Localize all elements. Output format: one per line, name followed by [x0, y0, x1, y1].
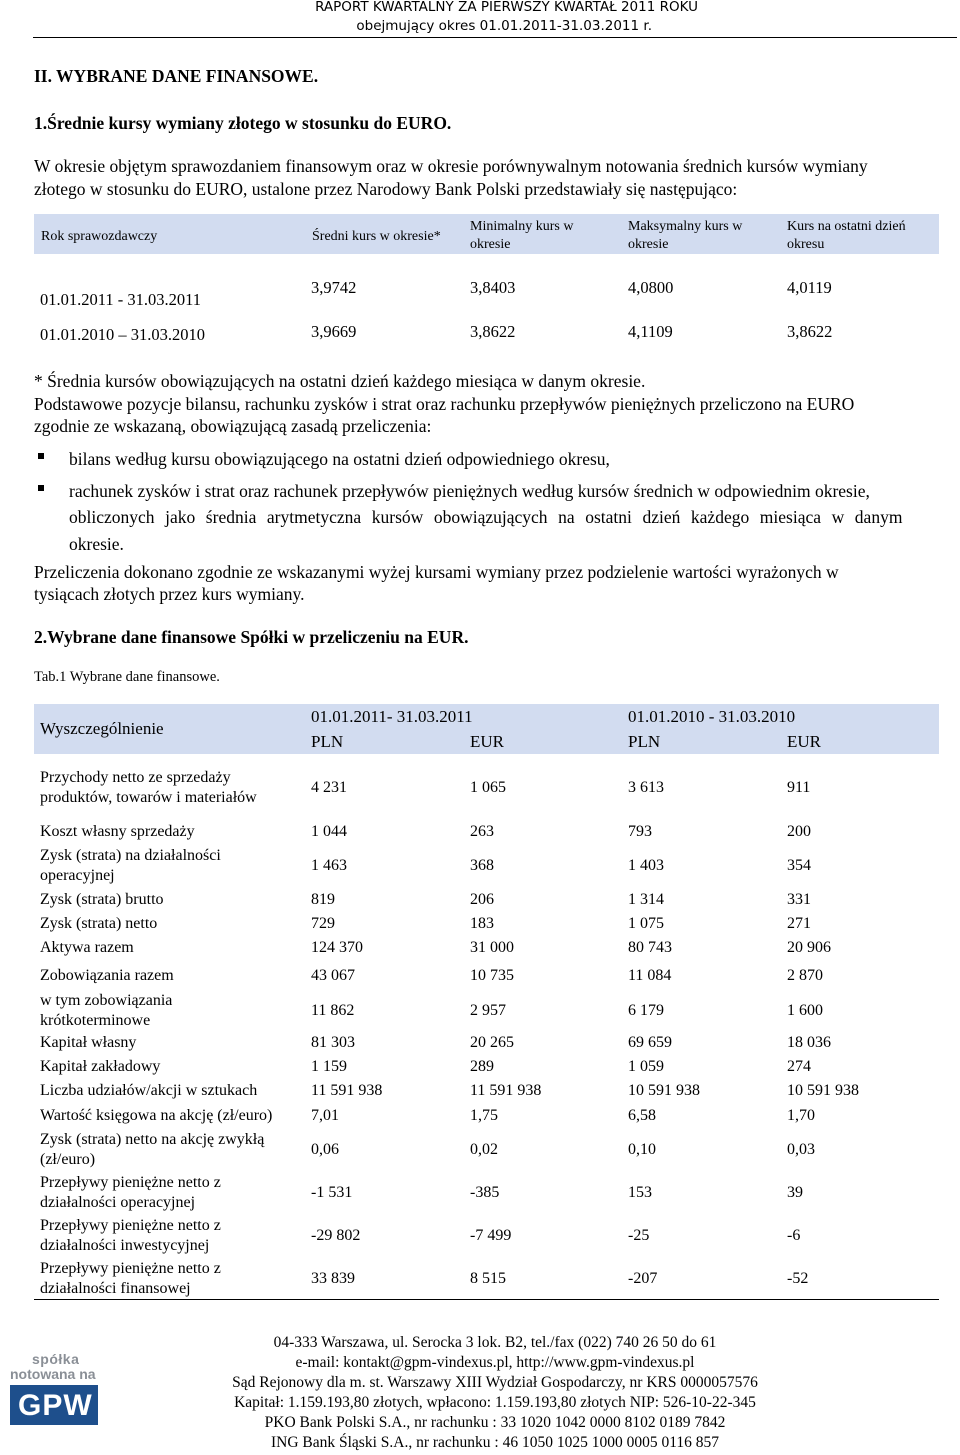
col-header-period-2011: 01.01.2011- 31.03.2011	[311, 707, 473, 726]
value-pln-2011: 1 159	[311, 1058, 347, 1075]
bullet-pnl-text-line1: rachunek zysków i strat oraz rachunek przepływów pieniężnych według kursów średnich w odpowiednim okresie,	[69, 481, 870, 501]
rates-col-min: Minimalny kurs w okresie	[470, 219, 574, 252]
rates-footnote: * Średnia kursów obowiązujących na ostatni dzień każdego miesiąca w danym okresie.	[34, 371, 646, 391]
value-eur-2011: 10 735	[470, 967, 514, 984]
rates-table-header	[34, 214, 939, 254]
value-eur-2011: 2 957	[470, 1002, 506, 1019]
subsection-title-rates: 1.Średnie kursy wymiany złotego w stosunku do EURO.	[34, 113, 452, 133]
value-pln-2010: 6,58	[628, 1107, 656, 1124]
row-label: Aktywa razem	[40, 939, 134, 956]
value-pln-2011: -1 531	[311, 1184, 353, 1201]
rates-max: 4,1109	[628, 322, 673, 341]
col-header-eur-2011: EUR	[470, 732, 504, 751]
col-header-period-2010: 01.01.2010 - 31.03.2010	[628, 707, 796, 726]
value-pln-2011: 11 862	[311, 1002, 355, 1019]
row-label: Liczba udziałów/akcji w sztukach	[40, 1082, 258, 1099]
value-pln-2010: 10 591 938	[628, 1082, 700, 1099]
rates-col-last: Kurs na ostatni dzień okresu	[787, 219, 906, 252]
row-label: Przepływy pieniężne netto z działalności finansowej	[40, 1260, 221, 1297]
value-pln-2011: 81 303	[311, 1034, 355, 1051]
intro-paragraph-line1: W okresie objętym sprawozdaniem finansowym oraz w okresie porównywalnym notowania średnich kursów wymiany	[34, 156, 868, 176]
row-label: Zysk (strata) netto na akcję zwykłą (zł/euro)	[40, 1131, 265, 1168]
value-pln-2011: 33 839	[311, 1270, 355, 1287]
rates-avg: 3,9669	[311, 322, 357, 341]
value-eur-2010: -6	[787, 1227, 801, 1244]
value-pln-2010: -207	[628, 1270, 658, 1287]
value-eur-2011: 206	[470, 891, 494, 908]
value-pln-2011: 1 044	[311, 823, 347, 840]
value-eur-2011: 0,02	[470, 1141, 498, 1158]
value-eur-2010: 18 036	[787, 1034, 831, 1051]
row-label: Zysk (strata) brutto	[40, 891, 164, 908]
row-label: Wartość księgowa na akcję (zł/euro)	[40, 1107, 273, 1124]
value-pln-2011: -29 802	[311, 1227, 361, 1244]
value-eur-2010: 911	[787, 779, 811, 796]
value-pln-2010: 1 059	[628, 1058, 664, 1075]
header-divider	[33, 37, 957, 38]
value-pln-2010: 793	[628, 823, 652, 840]
report-header-line2: obejmujący okres 01.01.2011-31.03.2011 r.	[356, 18, 652, 34]
value-eur-2011: -7 499	[470, 1227, 512, 1244]
logo-text-line1: spółka	[32, 1351, 80, 1367]
value-eur-2011: 289	[470, 1058, 494, 1075]
value-eur-2010: 1,70	[787, 1107, 815, 1124]
financial-table-bottom-rule	[34, 1299, 939, 1300]
intro-paragraph-line2: złotego w stosunku do EURO, ustalone przez Narodowy Bank Polski przedstawiały się następująco:	[34, 179, 738, 199]
value-eur-2010: 271	[787, 915, 811, 932]
bullet-balance-text: bilans według kursu obowiązującego na ostatni dzień odpowiedniego okresu,	[69, 449, 610, 469]
table-caption: Tab.1 Wybrane dane finansowe.	[34, 669, 220, 685]
value-eur-2011: 368	[470, 857, 494, 874]
value-pln-2011: 124 370	[311, 939, 363, 956]
footer-bank-ing: ING Bank Śląski S.A., nr rachunku : 46 1050 1025 1000 0005 0116 857	[270, 1434, 720, 1451]
row-label: Zysk (strata) netto	[40, 915, 158, 932]
value-eur-2011: 20 265	[470, 1034, 514, 1051]
rates-col-max: Maksymalny kurs w okresie	[628, 219, 743, 252]
bullet-square-icon	[38, 453, 44, 459]
row-label: Zobowiązania razem	[40, 967, 174, 984]
rates-last: 4,0119	[787, 278, 832, 297]
value-eur-2010: -52	[787, 1270, 809, 1287]
value-pln-2010: 6 179	[628, 1002, 664, 1019]
rates-min: 3,8622	[470, 322, 516, 341]
value-eur-2010: 0,03	[787, 1141, 815, 1158]
value-eur-2011: 183	[470, 915, 494, 932]
value-eur-2010: 274	[787, 1058, 811, 1075]
value-pln-2010: 1 075	[628, 915, 664, 932]
value-pln-2010: 11 084	[628, 967, 672, 984]
row-label: Kapitał własny	[40, 1034, 137, 1051]
logo-mark	[10, 1385, 98, 1425]
value-pln-2010: 0,10	[628, 1141, 656, 1158]
col-header-eur-2010: EUR	[787, 732, 821, 751]
row-label: Zysk (strata) na działalności operacyjnej	[40, 847, 221, 884]
row-label: Przychody netto ze sprzedaży produktów, towarów i materiałów	[40, 769, 257, 806]
rates-period: 01.01.2011 - 31.03.2011	[40, 290, 202, 309]
row-label: Kapitał zakładowy	[40, 1058, 161, 1075]
rates-period: 01.01.2010 – 31.03.2010	[40, 325, 205, 344]
value-eur-2010: 331	[787, 891, 811, 908]
col-header-pln-2010: PLN	[628, 732, 661, 751]
row-label: Koszt własny sprzedaży	[40, 823, 195, 840]
row-label: Przepływy pieniężne netto z działalności operacyjnej	[40, 1174, 221, 1211]
bullet-pnl-text-line2: obliczonych jako średnia arytmetyczna kursów obowiązujących na ostatni dzień każdego miesiąca w danym	[69, 507, 903, 527]
footer-contact: e-mail: kontakt@gpm-vindexus.pl, http://www.gpm-vindexus.pl	[295, 1354, 695, 1371]
bullet-pnl-text-line3: okresie.	[69, 534, 124, 554]
value-pln-2011: 7,01	[311, 1107, 339, 1124]
subsection-title-financials: 2.Wybrane dane finansowe Spółki w przeliczeniu na EUR.	[34, 627, 469, 647]
value-eur-2011: 263	[470, 823, 494, 840]
value-pln-2010: -25	[628, 1227, 650, 1244]
row-label: Przepływy pieniężne netto z działalności inwestycyjnej	[40, 1217, 221, 1254]
conversion-paragraph-line1: Podstawowe pozycje bilansu, rachunku zysków i strat oraz rachunku przepływów pieniężnych przeliczono na EURO	[34, 394, 855, 414]
value-eur-2011: 8 515	[470, 1270, 506, 1287]
value-eur-2010: 2 870	[787, 967, 823, 984]
footer-court: Sąd Rejonowy dla m. st. Warszawy XIII Wydział Gospodarczy, nr KRS 0000057576	[232, 1374, 758, 1391]
value-eur-2011: 31 000	[470, 939, 514, 956]
value-eur-2010: 200	[787, 823, 811, 840]
conversion-paragraph-line2: zgodnie ze wskazaną, obowiązującą zasadą przeliczenia:	[34, 416, 432, 436]
value-pln-2011: 1 463	[311, 857, 347, 874]
footer-bank-pko: PKO Bank Polski S.A., nr rachunku : 33 1020 1042 0000 8102 0189 7842	[264, 1414, 726, 1431]
value-pln-2010: 80 743	[628, 939, 672, 956]
recalc-paragraph-line2: tysiącach złotych przez kurs wymiany.	[34, 584, 305, 604]
value-eur-2011: 1,75	[470, 1107, 498, 1124]
value-pln-2011: 4 231	[311, 779, 347, 796]
value-eur-2011: 11 591 938	[470, 1082, 542, 1099]
value-pln-2010: 1 314	[628, 891, 664, 908]
rates-max: 4,0800	[628, 278, 674, 297]
col-header-item: Wyszczególnienie	[40, 719, 164, 738]
row-label: w tym zobowiązania krótkoterminowe	[40, 992, 173, 1029]
value-pln-2011: 43 067	[311, 967, 355, 984]
value-pln-2010: 153	[628, 1184, 652, 1201]
value-eur-2010: 20 906	[787, 939, 831, 956]
rates-avg: 3,9742	[311, 278, 357, 297]
footer-capital: Kapitał: 1.159.193,80 złotych, wpłacono: 1.159.193,80 złotych NIP: 526-10-22-345	[234, 1394, 756, 1411]
value-eur-2010: 1 600	[787, 1002, 823, 1019]
value-eur-2011: 1 065	[470, 779, 506, 796]
value-eur-2010: 10 591 938	[787, 1082, 859, 1099]
rates-min: 3,8403	[470, 278, 516, 297]
value-pln-2010: 69 659	[628, 1034, 672, 1051]
value-eur-2011: -385	[470, 1184, 500, 1201]
bullet-square-icon	[38, 485, 44, 491]
value-pln-2010: 1 403	[628, 857, 664, 874]
rates-col-year: Rok sprawozdawczy	[41, 229, 158, 244]
logo-text-line2: notowana na	[10, 1366, 96, 1382]
value-eur-2010: 39	[787, 1184, 803, 1201]
financial-table-header	[34, 704, 939, 754]
gpw-logo	[10, 1351, 98, 1425]
col-header-pln-2011: PLN	[311, 732, 344, 751]
footer-address: 04-333 Warszawa, ul. Serocka 3 lok. B2, tel./fax (022) 740 26 50 do 61	[273, 1334, 717, 1351]
logo-mark-text: GPW	[18, 1389, 93, 1422]
value-eur-2010: 354	[787, 857, 811, 874]
report-header-line1: RAPORT KWARTALNY ZA PIERWSZY KWARTAŁ 2011 ROKU	[315, 0, 698, 15]
rates-last: 3,8622	[787, 322, 833, 341]
recalc-paragraph-line1: Przeliczenia dokonano zgodnie ze wskazanymi wyżej kursami wymiany przez podzielenie wartości wyrażonych w	[34, 562, 839, 582]
value-pln-2010: 3 613	[628, 779, 664, 796]
value-pln-2011: 729	[311, 915, 335, 932]
value-pln-2011: 11 591 938	[311, 1082, 383, 1099]
rates-col-avg: Średni kurs w okresie*	[312, 229, 441, 244]
section-title: II. WYBRANE DANE FINANSOWE.	[34, 66, 319, 86]
value-pln-2011: 0,06	[311, 1141, 339, 1158]
value-pln-2011: 819	[311, 891, 335, 908]
